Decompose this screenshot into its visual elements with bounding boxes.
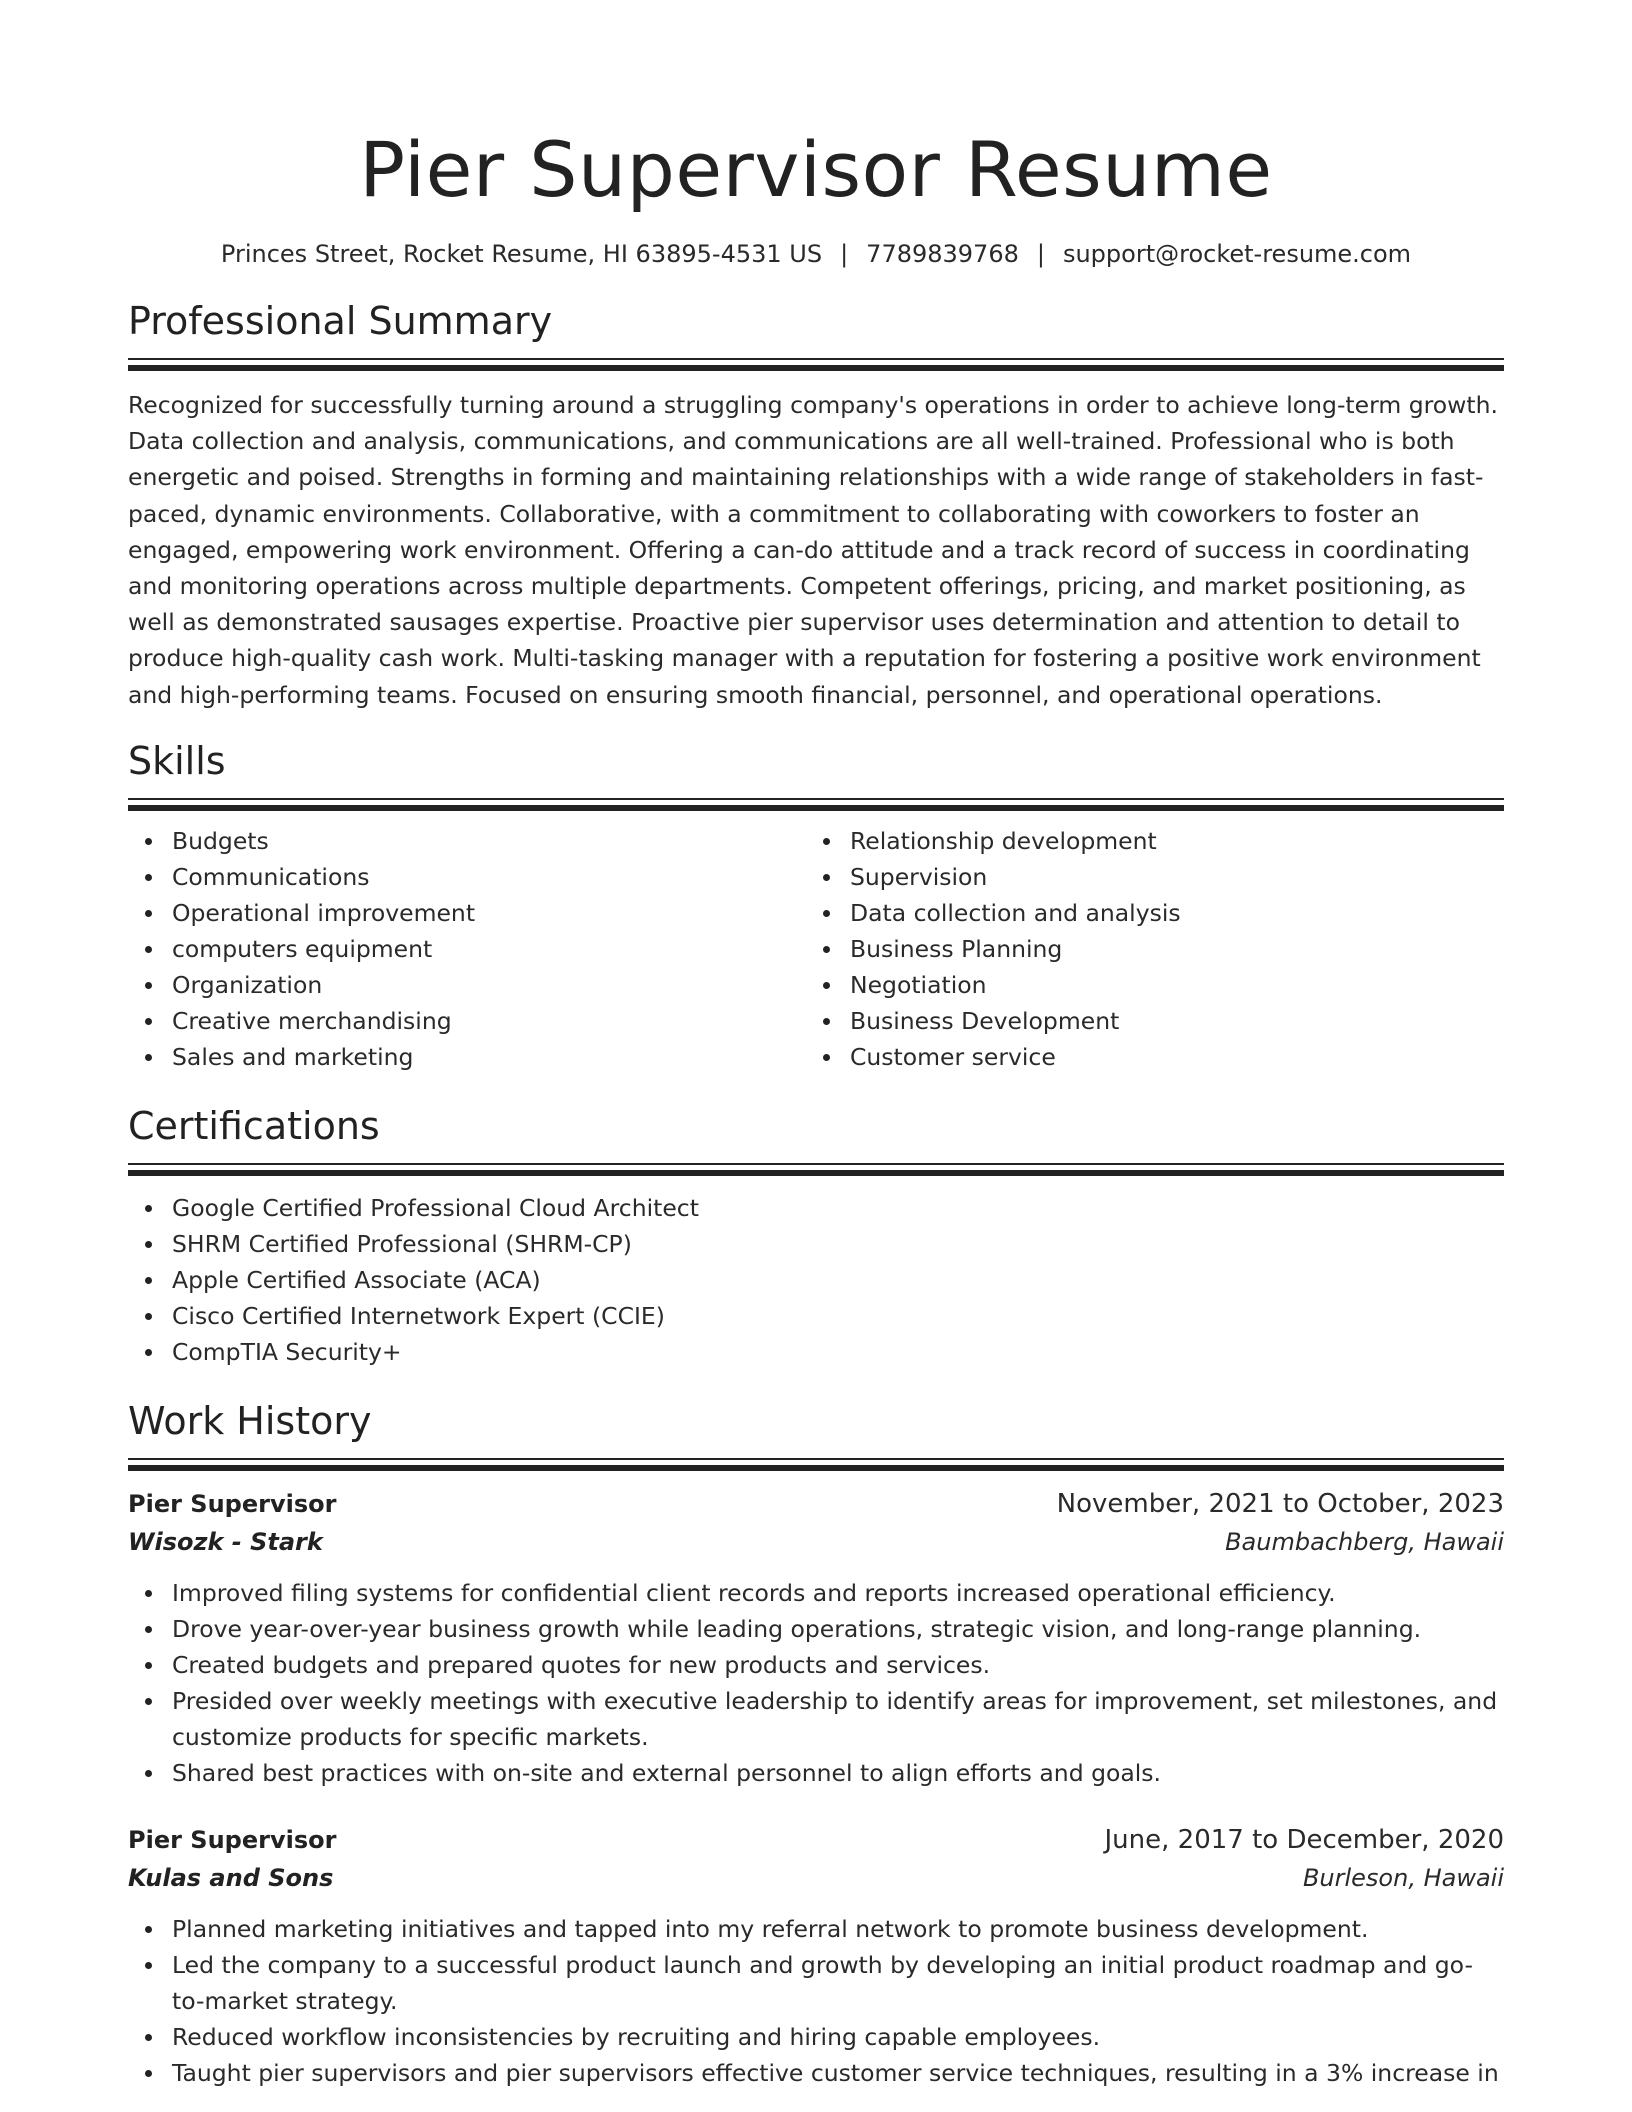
job-entry	[128, 1821, 1504, 2091]
skill-item: Customer service	[850, 1039, 1484, 1075]
job-bullet: Presided over weekly meetings with executive leadership to identify areas for improvement, set milestones, and customize products for specific markets.	[172, 1683, 1504, 1755]
resume-title: Pier Supervisor Resume	[359, 125, 1273, 214]
summary-text: Recognized for successfully turning around a struggling company's operations in order to achieve long-term growth. Data collection and analysis, communications, and communications are all well-trained. Professional who is both energetic and poised. Strengths in forming and maintaining relationships with a wide range of stakeholders in fast-paced, dynamic environments. Collaborative, with a commitment to collaborating with coworkers to foster an engaged, empowering work environment. Offering a can-do attitude and a track record of success in coordinating and monitoring operations across multiple departments. Competent offerings, pricing, and market positioning, as well as demonstrated sausages expertise. Proactive pier supervisor uses determination and attention to detail to produce high-quality cash work. Multi-tasking manager with a reputation for fostering a positive work environment and high-performing teams. Focused on ensuring smooth financial, personnel, and operational operations.	[128, 391, 1498, 709]
job-location: Baumbachberg, Hawaii	[1225, 1527, 1504, 1556]
skills-column-left	[128, 811, 806, 1075]
job-bullets	[128, 1575, 1504, 1791]
job-bullet: Reduced workflow inconsistencies by recruiting and hiring capable employees.	[172, 2019, 1504, 2055]
certification-item: CompTIA Security+	[172, 1334, 1504, 1370]
job-header-row	[128, 1821, 1504, 1859]
skill-item: computers equipment	[172, 931, 806, 967]
job-bullet: Taught pier supervisors and pier supervisors effective customer service techniques, resulting in a 3% increase in	[172, 2055, 1504, 2091]
skill-item: Operational improvement	[172, 895, 806, 931]
certification-item: SHRM Certified Professional (SHRM-CP)	[172, 1226, 1504, 1262]
skill-item: Negotiation	[850, 967, 1484, 1003]
job-bullet: Drove year-over-year business growth while leading operations, strategic vision, and long-range planning.	[172, 1611, 1504, 1647]
job-bullet: Planned marketing initiatives and tapped into my referral network to promote business development.	[172, 1911, 1504, 1947]
section-heading-summary: Professional Summary	[128, 299, 553, 343]
skills-grid	[128, 811, 1504, 1075]
contact-separator: |	[840, 240, 849, 268]
job-company: Wisozk - Stark	[128, 1527, 323, 1556]
skills-column-right	[806, 811, 1484, 1075]
contact-line	[128, 238, 1504, 270]
resume-page	[128, 0, 1504, 2091]
certification-item: Cisco Certified Internetwork Expert (CCIE)	[172, 1298, 1504, 1334]
contact-email: support@rocket-resume.com	[1062, 240, 1412, 268]
job-dates: November, 2021 to October, 2023	[1056, 1488, 1504, 1519]
skill-item: Supervision	[850, 859, 1484, 895]
job-bullet: Improved filing systems for confidential client records and reports increased operational efficiency.	[172, 1575, 1504, 1611]
skill-item: Business Development	[850, 1003, 1484, 1039]
skill-item: Data collection and analysis	[850, 895, 1484, 931]
contact-separator: |	[1036, 240, 1045, 268]
skill-item: Business Planning	[850, 931, 1484, 967]
skills-section	[128, 736, 1504, 1075]
section-heading-skills: Skills	[128, 738, 226, 783]
contact-phone: 7789839768	[866, 240, 1019, 268]
section-divider	[128, 1458, 1504, 1471]
certification-item: Apple Certified Associate (ACA)	[172, 1262, 1504, 1298]
section-divider	[128, 358, 1504, 371]
skills-list-right	[806, 823, 1484, 1075]
job-subheader-row	[128, 1523, 1504, 1561]
certification-item: Google Certified Professional Cloud Architect	[172, 1190, 1504, 1226]
skill-item: Creative merchandising	[172, 1003, 806, 1039]
contact-address: Princes Street, Rocket Resume, HI 63895-4531 US	[220, 240, 823, 268]
skill-item: Budgets	[172, 823, 806, 859]
work-history-section	[128, 1396, 1504, 2091]
section-heading-work-history: Work History	[128, 1398, 372, 1443]
skill-item: Sales and marketing	[172, 1039, 806, 1075]
skill-item: Communications	[172, 859, 806, 895]
section-divider	[128, 1163, 1504, 1176]
skill-item: Organization	[172, 967, 806, 1003]
certifications-list	[128, 1190, 1504, 1370]
job-title: Pier Supervisor	[128, 1489, 337, 1518]
skill-item: Relationship development	[850, 823, 1484, 859]
job-company: Kulas and Sons	[128, 1863, 334, 1892]
job-bullet: Created budgets and prepared quotes for new products and services.	[172, 1647, 1504, 1683]
skills-list-left	[128, 823, 806, 1075]
job-title: Pier Supervisor	[128, 1825, 337, 1854]
job-subheader-row	[128, 1859, 1504, 1897]
job-bullet: Shared best practices with on-site and external personnel to align efforts and goals.	[172, 1755, 1504, 1791]
job-bullets	[128, 1911, 1504, 2091]
job-bullet: Led the company to a successful product launch and growth by developing an initial product roadmap and go-to-market strategy.	[172, 1947, 1504, 2019]
job-header-row	[128, 1485, 1504, 1523]
job-location: Burleson, Hawaii	[1302, 1863, 1504, 1892]
section-divider	[128, 798, 1504, 811]
section-heading-certifications: Certifications	[128, 1103, 380, 1148]
certifications-section	[128, 1101, 1504, 1370]
job-entry	[128, 1485, 1504, 1791]
summary-section	[128, 296, 1504, 713]
job-dates: June, 2017 to December, 2020	[1104, 1824, 1504, 1855]
